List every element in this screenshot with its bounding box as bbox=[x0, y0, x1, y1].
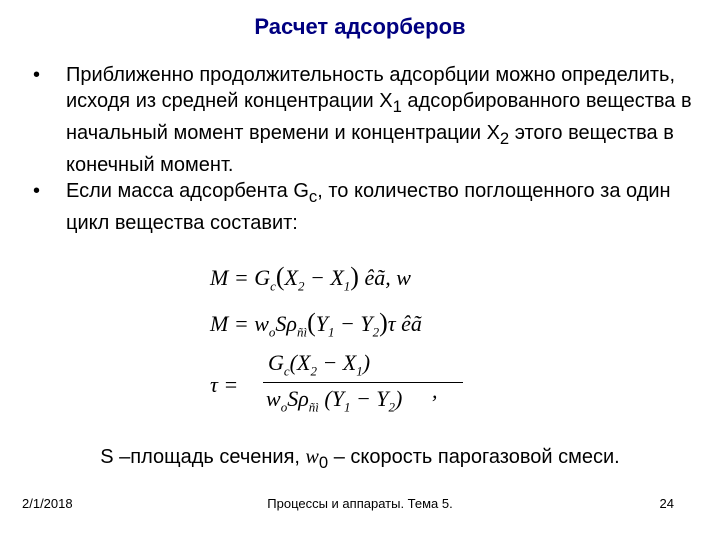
bullet-item bbox=[30, 62, 710, 178]
bullet-dot: • bbox=[33, 64, 41, 86]
formula-block bbox=[210, 262, 530, 442]
bullet-dot: • bbox=[33, 180, 41, 202]
formula-mass-2: $M = w_oS\rho_{ñì}(Y_1 - Y_2)\tau$ êã bbox=[210, 308, 422, 340]
bullet-text: Если масса адсорбента $G_c$, то количество поглощенного за один цикл вещества составит: bbox=[66, 180, 671, 234]
bullet-text: Приближенно продолжительность адсорбции можно определить, исходя из средней концентрации $Х_1$ адсорбированного вещества в начальный момент времени и концентрации $Х_2$ этого вещества в конечный момент. bbox=[66, 64, 692, 176]
slide-title: Расчет адсорберов bbox=[254, 14, 466, 39]
formula-time-lhs: τ = bbox=[210, 372, 239, 397]
fraction-numerator: $G_c(X_2 - X_1)$ bbox=[268, 350, 371, 379]
definitions-note: S –площадь сечения, $w_0$ – скорость парогазовой смеси. bbox=[100, 446, 620, 472]
bullet-list bbox=[30, 62, 710, 236]
footer-date: 2/1/2018 bbox=[22, 496, 73, 511]
formula-time-comma: , bbox=[432, 378, 438, 403]
fraction-denominator: $w_oS\rho_{ñì}$ $(Y_1 - Y_2)$ bbox=[266, 386, 403, 415]
formula-mass-1: $M = G_c(X_2 - X_1)$ êã, w bbox=[210, 262, 411, 294]
footer-page-number: 24 bbox=[659, 496, 674, 511]
footer-course: Процессы и аппараты. Тема 5. bbox=[267, 496, 453, 511]
bullet-item bbox=[30, 178, 710, 236]
